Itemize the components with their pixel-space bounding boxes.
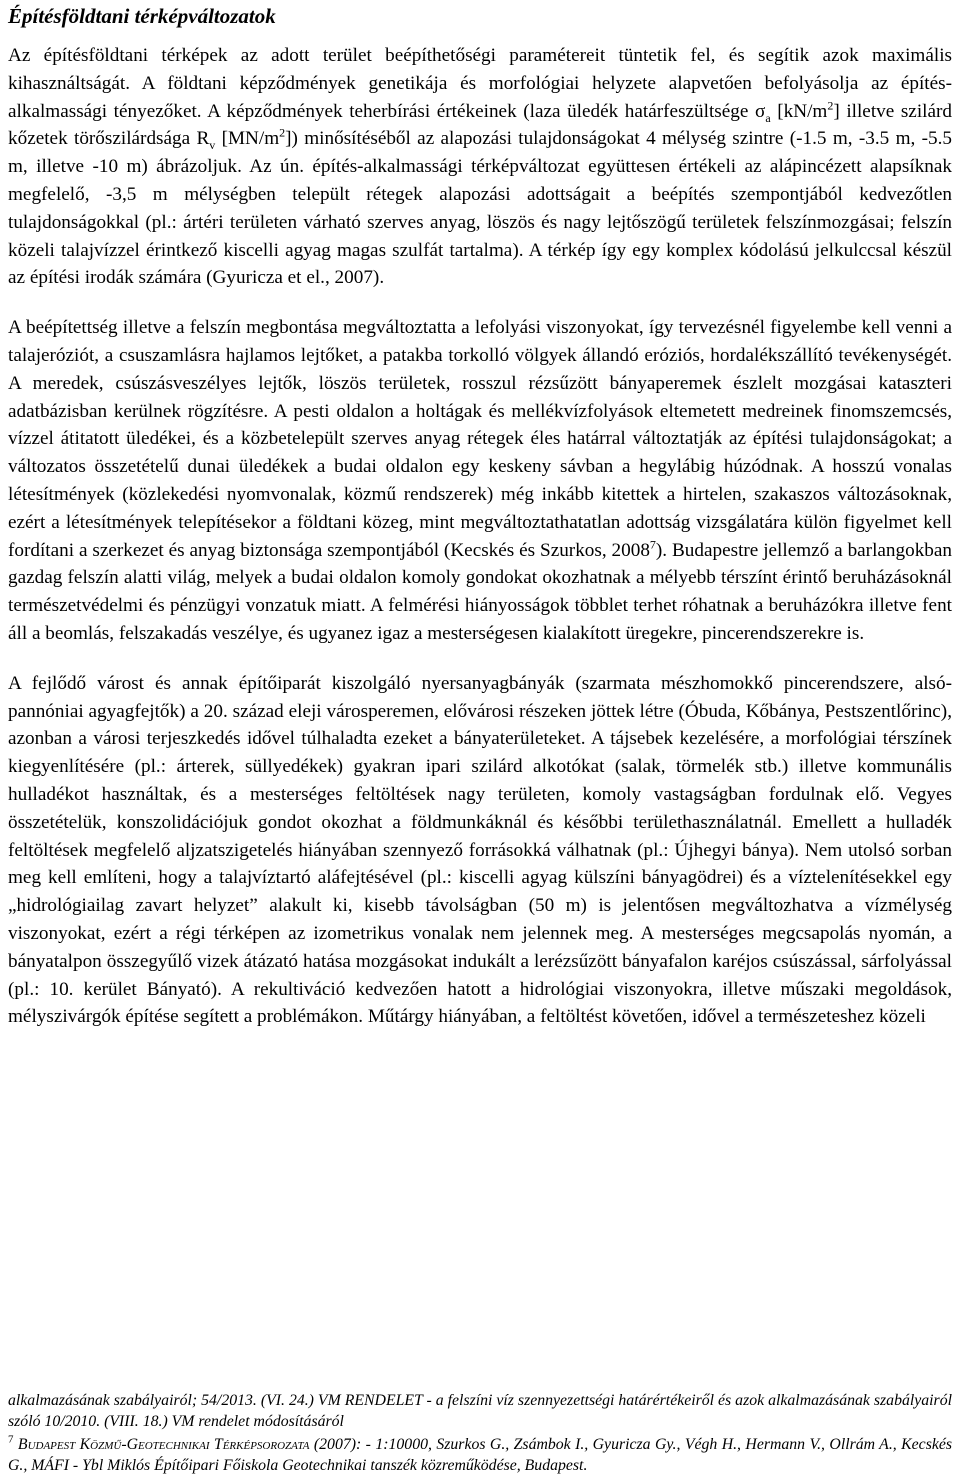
paragraph-text: Az építésföldtani térképek az adott terület beépíthetőségi paramétereit tüntetik fel, és segítik azok maximális kihasználtságát. A földtani képződmények genetikája és morfológiai helyzete alapvetően befolyásolja az építés-alkalmassági tényezőket. A képződmények teherbírási értékeinek (laza üledék határfeszültsége σ	[8, 45, 952, 122]
paragraph-sub: a	[765, 110, 771, 125]
footnote-continuation: alkalmazásának szabályairól; 54/2013. (VI. 24.) VM RENDELET - a felszíni víz szennyezettségi határértékeiről és azok alkalmazásának szabályairól szóló 10/2010. (VIII. 18.) VM rendelet módosításáról	[8, 1392, 952, 1430]
footnotes	[8, 1390, 952, 1476]
footnote-7	[8, 1434, 952, 1476]
paragraph-sup: 2	[827, 98, 834, 113]
paragraph-text: ]) minősítéséből az alapozási tulajdonságokat 4 mélység szintre (-1.5 m, -3.5 m, -5.5 m, illetve -10 m) ábrázoljuk. Az ún. építés-alkalmassági térképváltozat együttesen értékeli az alápincézett alapsíknak megfelelő, -3,5 m mélységben települt rétegek alapozási adottságait a beépítés szempontjából kedvezőtlen tulajdonságokkal (pl.: ártéri területen várható szerves anyag, löszös és nagy lejtőszögű területek felszínmozgásai; felszín közeli talajvízzel érintkező kiscelli agyag magas szulfát tartalma). A térkép így egy komplex kódolású jelkulccsal készül az építési irodák számára (Gyuricza et el., 2007).	[8, 128, 952, 289]
paragraph-text: ). Budapestre jellemző a barlangokban gazdag felszín alatti világ, melyek a budai oldalon komoly gondokat okozhatnak a mélyebb térszínt érintő beruházásoknál természetvédelmi és pénzügyi vonzatuk miatt. A felmérési hiányosságok többlet terhet róhatnak a beruházókra illetve fent áll a beomlás, felszakadás veszélye, és ugyanez igaz a mesterségesen kialakított üregekre, pincerendszerekre is.	[8, 539, 952, 644]
paragraph	[8, 42, 952, 292]
paragraph	[8, 670, 952, 1031]
footnote-title: Budapest Közmű-Geotechnikai Térképsorozata	[17, 1436, 310, 1453]
section-heading: Építésföldtani térképváltozatok	[8, 4, 276, 28]
body-text	[8, 42, 952, 1031]
paragraph-text: [MN/m	[215, 128, 280, 150]
paragraph-sup: 7	[649, 537, 656, 552]
document-page	[0, 4, 960, 1476]
paragraph-sup: 2	[279, 126, 286, 140]
paragraph-text: ] illetve szilárd kőzetek törőszilárdsága R	[8, 100, 952, 150]
footnote-text: (2007): - 1:10000, Szurkos G., Zsámbok I., Gyuricza Gy., Végh H., Hermann V., Ollrám A., Kecskés G., MÁFI - Ybl Miklós Építőipari Főiskola Geotechnikai tanszék közreműködése, Budapest.	[8, 1436, 953, 1474]
paragraph-text: [kN/m	[770, 100, 828, 122]
paragraph-text: A beépítettség illetve a felszín megbontása megváltoztatta a lefolyási viszonyokat, így tervezésnél figyelembe kell venni a talajeróziót, a csuszamlásra hajlamos lejtőket, a patakba torkolló völgyek állandó eróziós, hordalékszállító tevékenységét. A meredek, csúszásveszélyes lejtők, löszös területek, rosszul rézsűzött bányaperemek észlelt mozgásai kataszteri adatbázisban kerülnek rögzítésre. A pesti oldalon a holtágak és mellékvízfolyások eltemetett medreinek finomszemcsés, vízzel átitatott üledékei, és a közbetelepült szerves anyag rétegek éles határral változtatják az építési tulajdonságokat; a változatos összetételű dunai üledékek a budai oldalon egy keskeny sávban a hegylábig húzódnak. A hosszú vonalas létesítmények (közlekedési nyomvonalak, közmű rendszerek) még inkább kitettek a hirtelen, szakaszos változásoknak, ezért a létesítmények telepítésekor a földtani közeg, mint megváltoztathatatlan adottság vizsgálatára külön figyelmet kell fordítani a szerkezet és anyag biztonsága szempontjából (Kecskés és Szurkos, 2008	[8, 317, 952, 561]
paragraph-sub: v	[209, 138, 216, 153]
footnote-number: 7	[8, 1433, 14, 1446]
paragraph	[8, 314, 952, 648]
paragraph-text: A fejlődő várost és annak építőiparát kiszolgáló nyersanyagbányák (szarmata mészhomokkő pincerendszere, alsó-pannóniai agyagfejtők) a 20. század eleji városperemen, elővárosi részeken jöttek létre (Óbuda, Kőbánya, Pestszentlőrinc), azonban a városi terjeszkedés idővel túlhaladta ezeket a bányaterületeket. A tájsebek kezelésére, a morfológiai térszínek kiegyenlítésére (pl.: árterek, süllyedékek) gyakran ipari szilárd alkotókat (salak, törmelék stb.) illetve kommunális hulladékot használtak, és a mesterséges feltöltések nagy területen, komoly vastagságban fordulnak elő. Vegyes összetételük, konszolidációjuk gondot okozhat a földmunkáknál és későbbi területhasználatnál. Emellett a hulladék feltöltések megfelelő aljzatszigetelés hiányában szennyező forrásokká válhatnak (pl.: Újhegyi bánya). Nem utolsó sorban meg kell említeni, hogy a talajvíztartó aláfejtésével (pl.: kiscelli agyag külszíni bányagödrei) és a víztelenítésekkel egy „hidrológiailag zavart helyzet” alakult ki, kisebb távolságban (50 m) is jelentősen megváltozhatva a vízmélység viszonyokat, ezért a régi térképen az izometrikus vonalak nem jelennek meg. A mesterséges megcsapolás nyomán, a bányatalpon összegyűlő vizek átázató hatása mozgásokat indukált a lerézsűzött bányafalon karéjos csúszással, sárfolyással (pl.: 10. kerület Bányató). A rekultiváció kedvezően hatott a hidrológiai viszonyokra, illetve műszaki megoldások, mélyszivárgók építése segített a problémákon. Műtárgy hiányában, a feltöltést követően, idővel a természeteshez közeli	[8, 672, 952, 1028]
